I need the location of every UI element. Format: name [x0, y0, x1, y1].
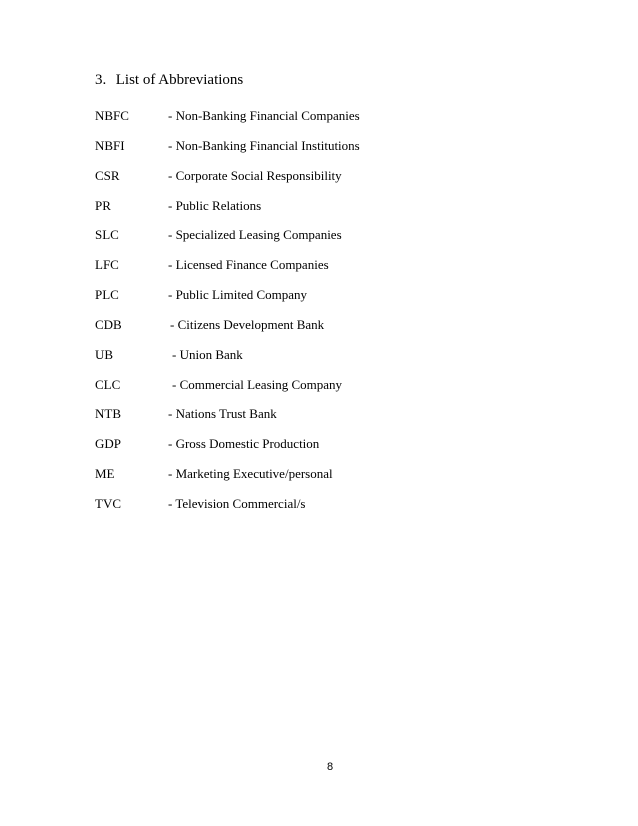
abbreviation-term: CSR [95, 167, 120, 183]
abbreviation-definition: - Television Commercial/s [168, 495, 306, 511]
abbreviation-definition: - Public Limited Company [168, 287, 308, 303]
abbreviation-row [95, 227, 575, 257]
abbreviation-term: PLC [95, 287, 119, 303]
abbreviation-row [95, 198, 575, 228]
section-heading [95, 72, 243, 89]
abbreviation-row [95, 436, 575, 466]
abbreviation-row [95, 257, 575, 287]
abbreviation-definition: - Citizens Development Bank [170, 316, 325, 332]
abbreviation-definition: - Non-Banking Financial Institutions [168, 137, 360, 153]
abbreviation-definition: - Specialized Leasing Companies [168, 227, 342, 243]
abbreviation-definition: - Corporate Social Responsibility [168, 167, 342, 183]
section-number: 3. [95, 72, 107, 88]
abbreviation-definition: - Non-Banking Financial Companies [168, 108, 360, 123]
abbreviation-row [95, 287, 575, 317]
abbreviation-term: CDB [95, 316, 122, 332]
abbreviation-term: GDP [95, 436, 122, 452]
abbreviation-row [95, 347, 575, 377]
abbreviation-term: UB [95, 346, 114, 362]
abbreviation-row [95, 466, 575, 496]
abbreviation-term: SLC [95, 227, 119, 243]
abbreviation-term: PR [95, 197, 111, 213]
abbreviation-term: NTB [95, 406, 121, 422]
abbreviation-row [95, 317, 575, 347]
abbreviation-row [95, 138, 575, 168]
abbreviation-list [95, 108, 575, 526]
abbreviation-definition: - Gross Domestic Production [168, 436, 320, 452]
page-number: 8 [326, 761, 334, 773]
abbreviation-term: ME [95, 466, 115, 482]
abbreviation-row [95, 108, 575, 138]
abbreviation-row [95, 496, 575, 526]
abbreviation-definition: - Public Relations [168, 197, 262, 213]
abbreviation-term: LFC [95, 257, 119, 273]
abbreviation-definition: - Marketing Executive/personal [168, 466, 333, 482]
abbreviation-term: NBFC [95, 108, 129, 123]
abbreviation-row [95, 168, 575, 198]
abbreviation-term: CLC [95, 376, 121, 392]
abbreviation-row [95, 406, 575, 436]
abbreviation-definition: - Union Bank [172, 346, 243, 362]
abbreviation-term: TVC [95, 495, 121, 511]
abbreviation-term: NBFI [95, 137, 125, 153]
abbreviation-definition: - Licensed Finance Companies [168, 257, 329, 273]
abbreviation-definition: - Commercial Leasing Company [172, 376, 343, 392]
section-title: List of Abbreviations [115, 72, 244, 88]
abbreviation-row [95, 377, 575, 407]
abbreviation-definition: - Nations Trust Bank [168, 406, 277, 422]
